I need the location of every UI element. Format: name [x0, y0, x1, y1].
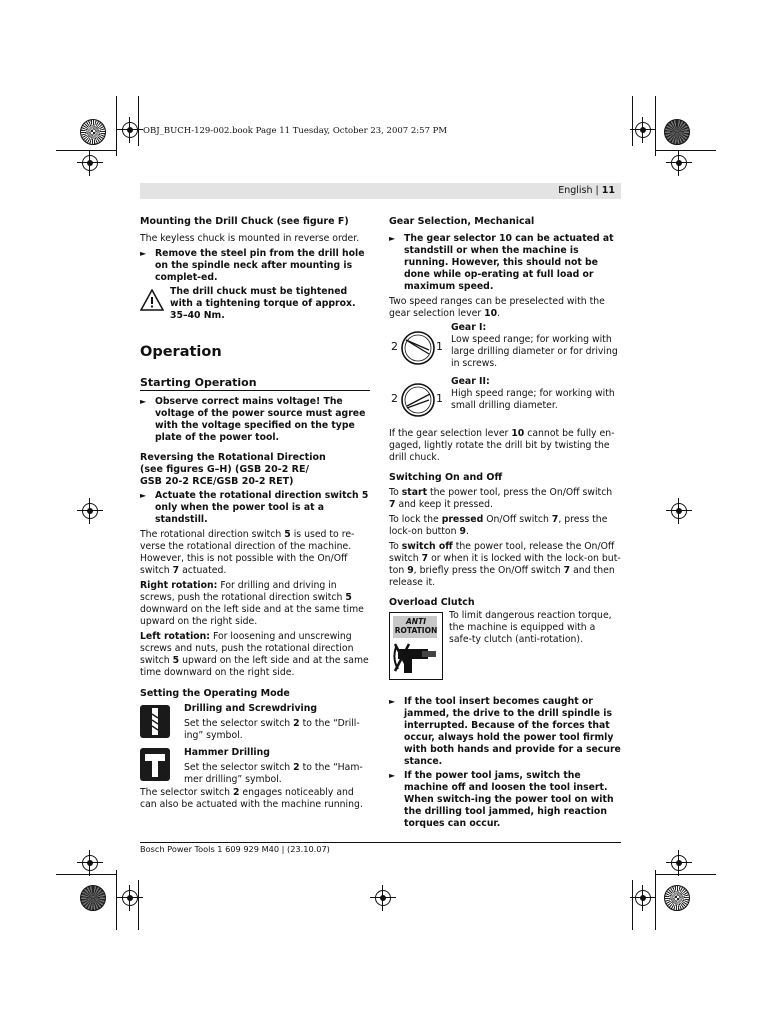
- left-rotation-text: Left rotation: For loosening and unscrewing screws and nuts, push the rotational direction switch 5 upward on the left side and at the same time downward on the right side.: [140, 631, 369, 678]
- chuck-heading: Mounting the Drill Chuck (see figure F): [140, 216, 349, 227]
- gear-heading: Gear Selection, Mechanical: [389, 216, 535, 227]
- registration-mark: [370, 885, 396, 911]
- page-header: [558, 185, 615, 196]
- starting-heading: Starting Operation: [140, 376, 257, 389]
- registration-mark: [666, 498, 692, 524]
- footer-divider: [140, 842, 621, 843]
- header-separator: |: [595, 185, 599, 196]
- file-header: OBJ_BUCH-129-002.book Page 11 Tuesday, October 23, 2007 2:57 PM: [143, 126, 448, 136]
- off-text: To switch off the power tool, release the On/Off switch 7 or when it is locked with the lock-on but-ton 9, briefly press the On/Off switch 7 and then release it.: [389, 541, 621, 588]
- divider: [140, 390, 370, 391]
- rotation-label: ROTATION: [394, 626, 438, 635]
- gear-2-text: High speed range; for working with small drilling diameter.: [451, 388, 615, 411]
- anti-rotation-icon: [389, 612, 443, 680]
- gear-2: [389, 376, 621, 426]
- registration-mark: [630, 885, 656, 911]
- selector-text: The selector switch 2 engages noticeably and can also be actuated with the machine running.: [140, 787, 363, 810]
- chuck-bullet: ► Remove the steel pin from the drill hole on the spindle neck after mounting is complet-ed.: [140, 248, 365, 283]
- switching-heading: Switching On and Off: [389, 472, 503, 483]
- left-column: [140, 216, 370, 811]
- hammer-icon: [140, 748, 170, 781]
- start-text: To start the power tool, press the On/Off switch 7 and keep it pressed.: [389, 487, 613, 510]
- chuck-warning: [140, 286, 370, 322]
- gear-2-dial-label-left: 2: [391, 392, 398, 405]
- overload-text: To limit dangerous reaction torque, the machine is equipped with a safe-ty clutch (anti-rotation).: [449, 610, 612, 645]
- registration-mark: [77, 850, 103, 876]
- drilling-text: Set the selector switch 2 to the “Drill-ing” symbol.: [184, 718, 360, 741]
- registration-mark: [630, 117, 656, 143]
- header-page-number: 11: [601, 185, 615, 196]
- anti-label: ANTI: [406, 617, 426, 626]
- overload-block: [389, 610, 621, 696]
- drilling-mode: [140, 703, 370, 743]
- lock-text: To lock the pressed On/Off switch 7, press the lock-on button 9.: [389, 514, 608, 537]
- footer-text: Bosch Power Tools 1 609 929 M40 | (23.10.07): [140, 844, 330, 854]
- registration-mark: [666, 850, 692, 876]
- actuate-bullet: ► Actuate the rotational direction switch 5 only when the power tool is at a standstill.: [140, 490, 369, 525]
- chuck-text: The keyless chuck is mounted in reverse order.: [140, 233, 360, 244]
- registration-mark: [117, 117, 143, 143]
- hammer-title: Hammer Drilling: [184, 747, 270, 758]
- registration-mark: [77, 498, 103, 524]
- hammer-mode: [140, 747, 370, 785]
- voltage-bullet: ► Observe correct mains voltage! The voltage of the power source must agree with the voltage specified on the type plate of the power tool.: [140, 396, 366, 443]
- gear-1-dial-label-left: 2: [391, 340, 398, 353]
- engage-text: If the gear selection lever 10 cannot be fully en-gaged, lightly rotate the drill bit by twisting the drill chuck.: [389, 428, 615, 463]
- jammed-bullet: ► If the tool insert becomes caught or jammed, the drive to the drill spindle is interrupted. Because of the forces that occur, always hold the power tool firmly with both hands and provide for a secure stance.: [389, 696, 621, 767]
- mode-heading: Setting the Operating Mode: [140, 688, 290, 699]
- reversing-heading: Reversing the Rotational Direction (see figures G–H) (GSB 20-2 RE/ GSB 20-2 RCE/GSB 20-2 RET): [140, 452, 326, 487]
- right-column: [389, 216, 621, 830]
- drilling-title: Drilling and Screwdriving: [184, 703, 317, 714]
- gear-2-dial-label-right: 1: [436, 392, 443, 405]
- jams-bullet: ► If the power tool jams, switch the machine off and loosen the tool insert. When switch-ing the power tool on with the drilling tool jammed, high reaction torques can occur.: [389, 770, 614, 829]
- gear-1: [389, 322, 621, 374]
- preselect-text: Two speed ranges can be preselected with the gear selection lever 10.: [389, 296, 605, 319]
- operation-title: Operation: [140, 344, 222, 360]
- registration-mark: [117, 885, 143, 911]
- gear-1-dial-label-right: 1: [436, 340, 443, 353]
- hammer-text: Set the selector switch 2 to the “Ham-mer drilling” symbol.: [184, 762, 363, 785]
- gear-1-title: Gear I:: [451, 322, 487, 333]
- registration-mark: [666, 150, 692, 176]
- color-target-top-left: [80, 119, 106, 145]
- overload-heading: Overload Clutch: [389, 597, 475, 608]
- drill-bit-icon: [140, 705, 170, 738]
- gear-bullet: ► The gear selector 10 can be actuated at standstill or when the machine is running. However, this should not be done while op-erating at full load or maximum speed.: [389, 233, 614, 292]
- registration-mark: [77, 150, 103, 176]
- color-target-top-right: [664, 119, 690, 145]
- page-header-bar: [140, 183, 621, 199]
- header-language: English: [558, 185, 593, 196]
- color-target-bottom-left: [80, 885, 106, 911]
- chuck-warning-text: The drill chuck must be tightened with a tightening torque of approx. 35–40 Nm.: [170, 286, 356, 321]
- color-target-bottom-right: [664, 885, 690, 911]
- right-rotation-text: Right rotation: For drilling and driving in screws, push the rotational direction switch 5 downward on the left side and at the same time upward on the right side.: [140, 580, 364, 627]
- gear-2-title: Gear II:: [451, 376, 490, 387]
- gear-1-text: Low speed range; for working with large drilling diameter or for driving in screws.: [451, 334, 618, 369]
- rotation-text: The rotational direction switch 5 is used to re-verse the rotational direction of the machine. However, this is not possible with the On/Off switch 7 actuated.: [140, 529, 355, 576]
- warning-icon: [140, 289, 164, 311]
